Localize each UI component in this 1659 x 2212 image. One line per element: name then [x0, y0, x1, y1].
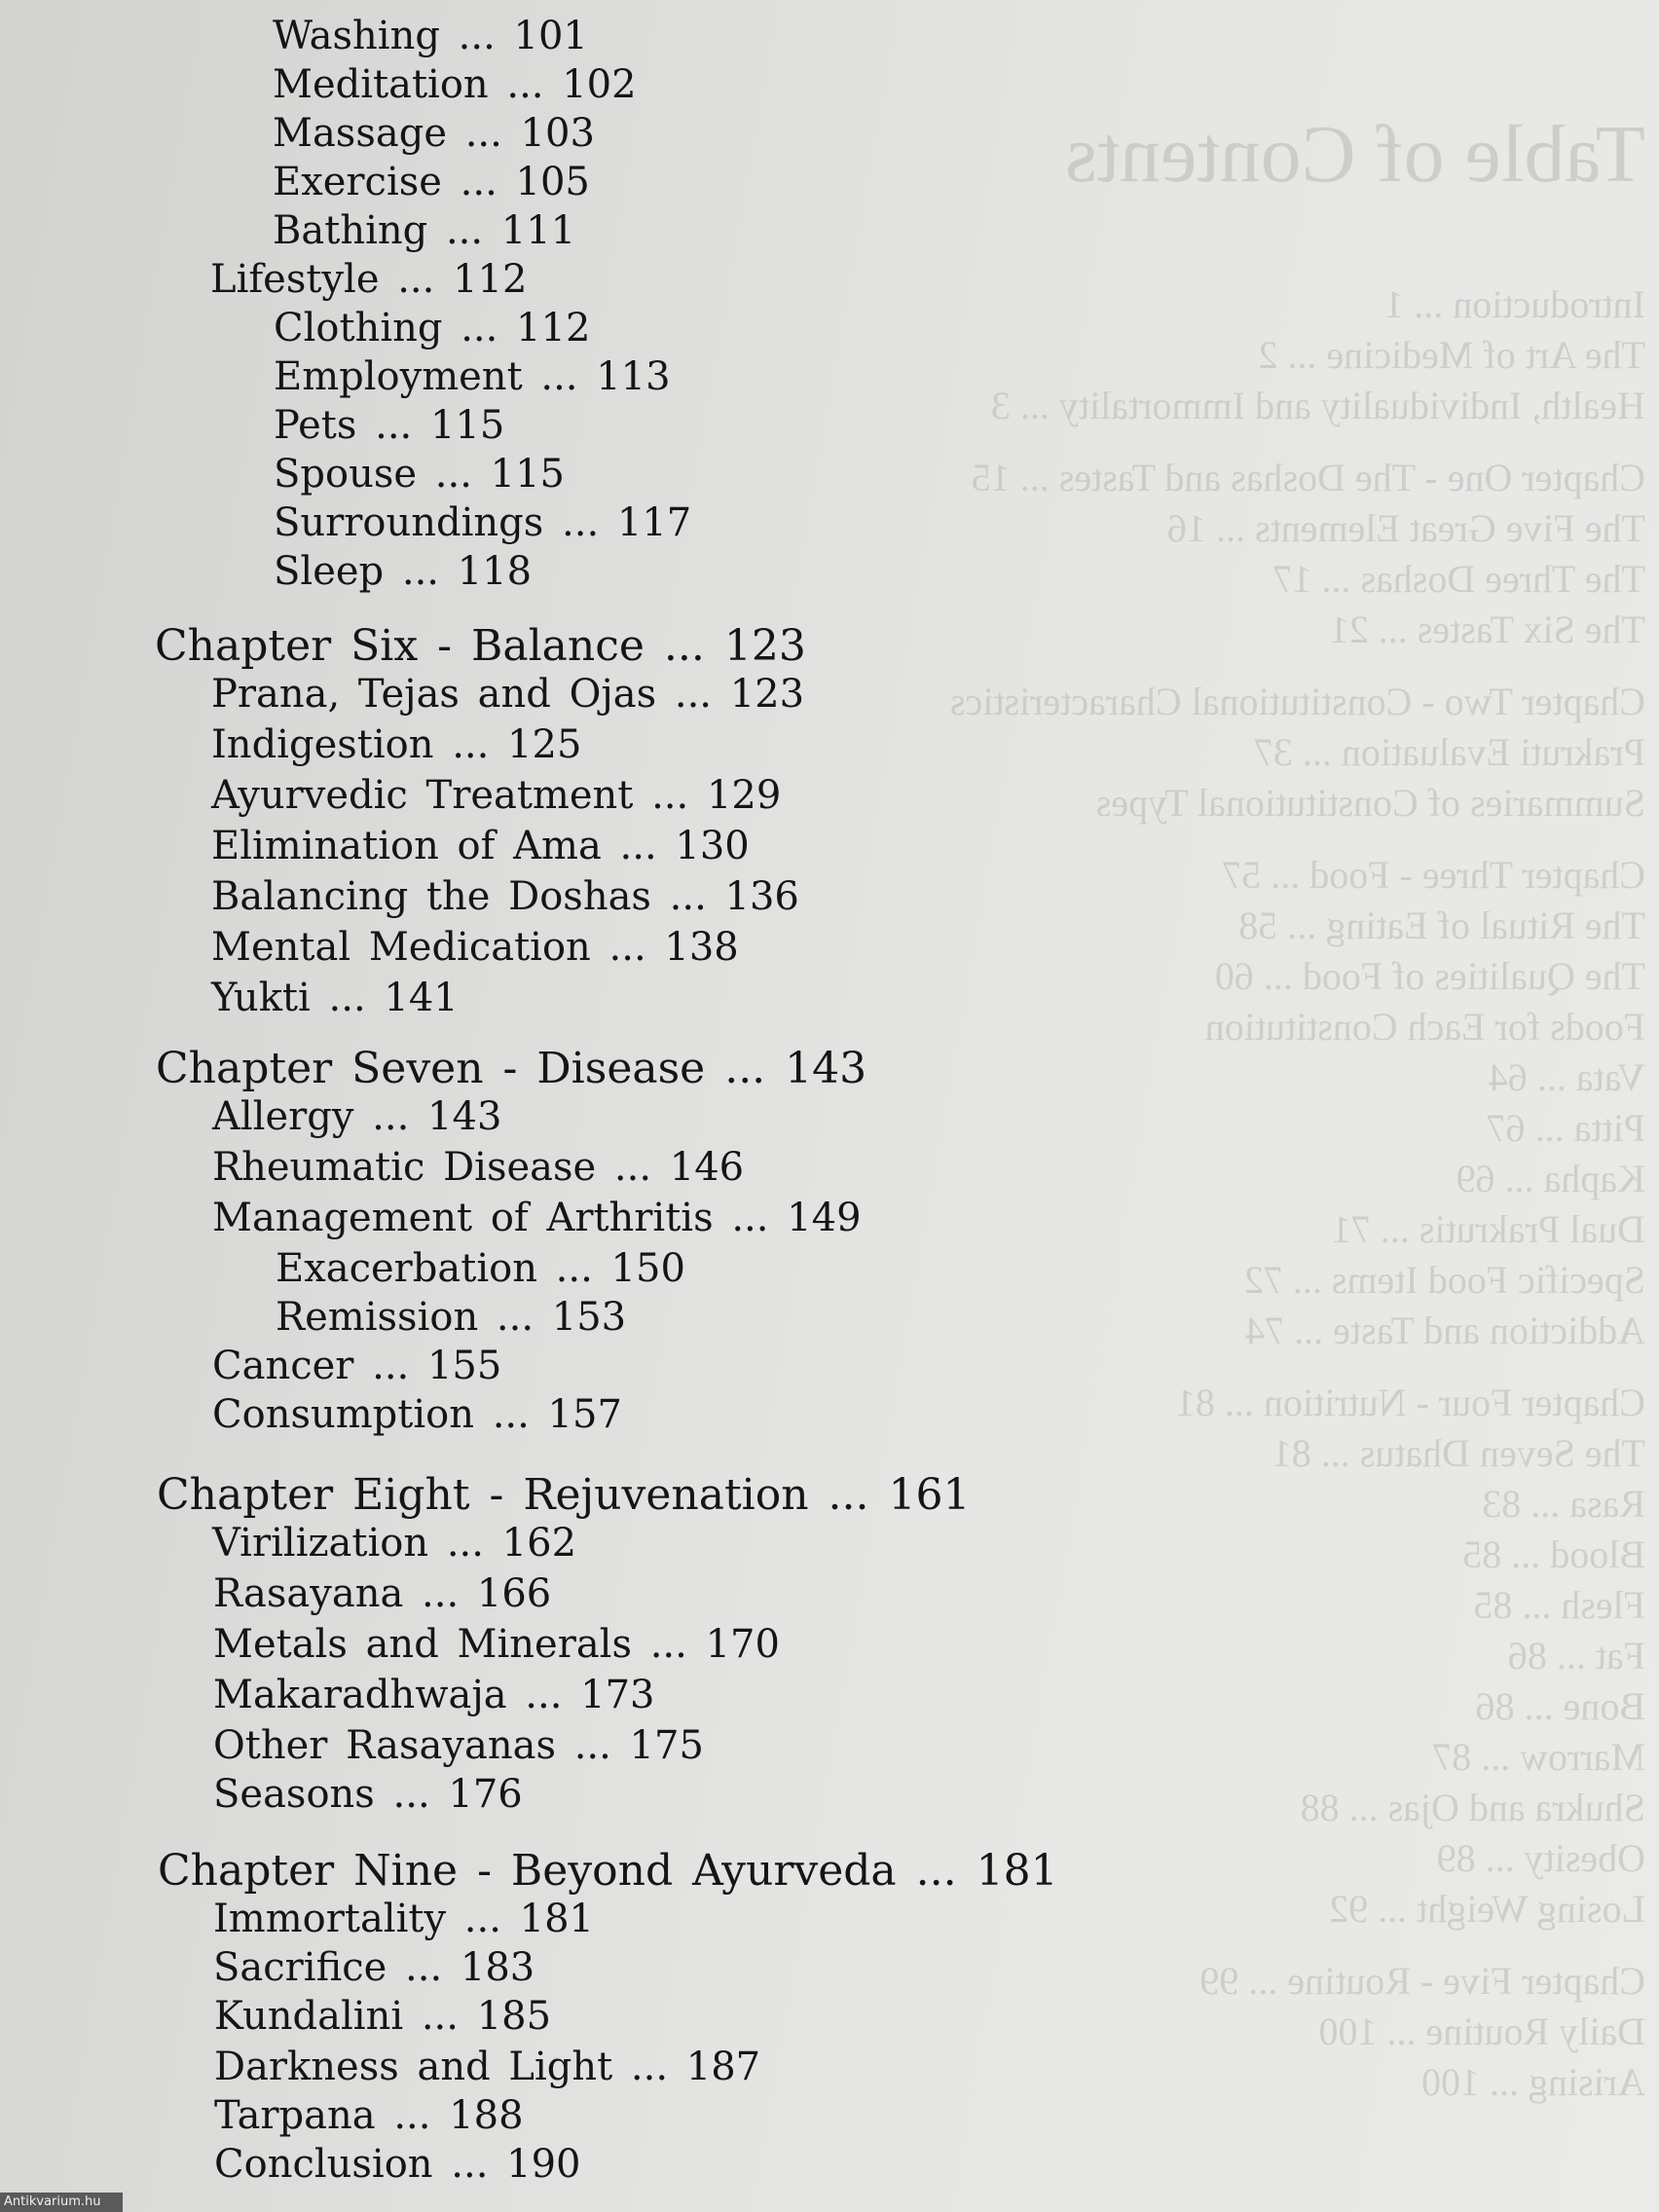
bleed-through-line: Introduction ... 1 — [1384, 282, 1645, 326]
bleed-through-line: Arising ... 100 — [1421, 2060, 1645, 2104]
toc-section-entry: Lifestyle ... 112 — [210, 257, 528, 302]
bleed-through-line: The Ritual of Eating ... 58 — [1238, 903, 1645, 947]
toc-subsection-entry: Washing ... 101 — [273, 14, 588, 58]
bleed-through-line: The Five Great Elements ... 16 — [1167, 506, 1645, 550]
toc-section-entry: Rheumatic Disease ... 146 — [212, 1145, 745, 1190]
bleed-through-line: Rasa ... 83 — [1482, 1482, 1645, 1526]
bleed-through-line: Shukra and Ojas ... 88 — [1300, 1786, 1645, 1829]
toc-section-entry: Immortality ... 181 — [213, 1897, 594, 1941]
bleed-through-line: The Qualities of Food ... 60 — [1214, 954, 1645, 998]
bleed-through-line: Blood ... 85 — [1462, 1532, 1645, 1576]
bleed-through-line: Summaries of Constitutional Types — [1095, 781, 1645, 825]
bleed-through-line: The Six Tastes ... 21 — [1329, 608, 1645, 651]
toc-chapter-heading: Chapter Seven - Disease ... 143 — [156, 1044, 867, 1093]
toc-section-entry: Kundalini ... 185 — [214, 1994, 552, 2039]
toc-section-entry: Consumption ... 157 — [212, 1392, 622, 1437]
toc-chapter-heading: Chapter Six - Balance ... 123 — [155, 621, 806, 671]
toc-section-entry: Cancer ... 155 — [212, 1344, 502, 1388]
toc-section-entry: Tarpana ... 188 — [214, 2093, 524, 2138]
bleed-through-line: Chapter Four - Nutrition ... 81 — [1175, 1381, 1645, 1424]
toc-subsection-entry: Spouse ... 115 — [274, 452, 565, 497]
toc-subsection-entry: Exercise ... 105 — [273, 160, 590, 204]
toc-subsection-entry: Bathing ... 111 — [273, 208, 576, 253]
toc-section-entry: Other Rasayanas ... 175 — [213, 1723, 704, 1768]
bleed-through-line: Health, Individuality and Immortality ... 3 — [990, 384, 1645, 427]
bleed-through-line: Chapter Five - Routine ... 99 — [1199, 1959, 1645, 2003]
bleed-through-line: The Three Doshas ... 17 — [1272, 557, 1645, 601]
toc-section-entry: Elimination of Ama ... 130 — [211, 824, 750, 868]
bleed-through-title: Table of Contents — [1065, 109, 1645, 200]
bleed-through-line: Chapter Three - Food ... 57 — [1222, 853, 1645, 897]
toc-subsection-entry: Clothing ... 112 — [274, 306, 591, 350]
bleed-through-line: Losing Weight ... 92 — [1329, 1887, 1645, 1931]
bleed-through-line: Vata ... 64 — [1488, 1055, 1645, 1099]
toc-section-entry: Yukti ... 141 — [211, 976, 459, 1020]
toc-section-entry: Rasayana ... 166 — [213, 1571, 552, 1616]
toc-section-entry: Darkness and Light ... 187 — [214, 2045, 761, 2089]
toc-subsection-entry: Meditation ... 102 — [273, 62, 637, 107]
bleed-through-line: Specific Food Items ... 72 — [1243, 1258, 1645, 1302]
toc-section-entry: Indigestion ... 125 — [211, 722, 582, 767]
bleed-through-line: Fat ... 86 — [1507, 1634, 1645, 1677]
toc-section-entry: Ayurvedic Treatment ... 129 — [211, 773, 782, 818]
bleed-through-line: Chapter One - The Doshas and Tastes ... 15 — [971, 456, 1645, 499]
toc-section-entry: Balancing the Doshas ... 136 — [211, 874, 799, 919]
bleed-through-line: Daily Routine ... 100 — [1318, 2009, 1645, 2053]
toc-section-entry: Allergy ... 143 — [212, 1094, 502, 1139]
bleed-through-line: The Art of Medicine ... 2 — [1258, 333, 1645, 377]
bleed-through-line: Addiction and Taste ... 74 — [1245, 1309, 1645, 1352]
toc-section-entry: Seasons ... 176 — [213, 1772, 523, 1817]
toc-subsection-entry: Massage ... 103 — [273, 111, 595, 156]
toc-chapter-heading: Chapter Nine - Beyond Ayurveda ... 181 — [158, 1846, 1058, 1896]
toc-subsection-entry: Remission ... 153 — [276, 1295, 627, 1340]
toc-section-entry: Conclusion ... 190 — [214, 2142, 581, 2187]
bleed-through-line: Prakruti Evaluation ... 37 — [1253, 730, 1645, 774]
toc-subsection-entry: Surroundings ... 117 — [274, 500, 692, 545]
watermark: Antikvarium.hu — [0, 2193, 123, 2212]
bleed-through-line: Marrow ... 87 — [1432, 1735, 1645, 1779]
toc-section-entry: Virilization ... 162 — [212, 1521, 577, 1566]
bleed-through-line: Foods for Each Constitution — [1204, 1005, 1645, 1049]
toc-subsection-entry: Exacerbation ... 150 — [276, 1246, 685, 1291]
toc-chapter-heading: Chapter Eight - Rejuvenation ... 161 — [157, 1470, 971, 1520]
toc-section-entry: Prana, Tejas and Ojas ... 123 — [211, 672, 805, 717]
bleed-through-line: Pitta ... 67 — [1486, 1106, 1645, 1150]
toc-subsection-entry: Employment ... 113 — [274, 354, 671, 399]
bleed-through-line: Bone ... 86 — [1475, 1684, 1645, 1728]
bleed-through-line: Flesh ... 85 — [1473, 1583, 1645, 1627]
toc-subsection-entry: Pets ... 115 — [274, 403, 505, 448]
facing-page-bleed-through — [949, 107, 1645, 2108]
bleed-through-line: Kapha ... 69 — [1456, 1157, 1645, 1200]
bleed-through-line: The Seven Dhatus ... 81 — [1272, 1431, 1645, 1475]
toc-section-entry: Management of Arthritis ... 149 — [212, 1196, 862, 1240]
bleed-through-line: Obesity ... 89 — [1436, 1836, 1645, 1880]
toc-section-entry: Makaradhwaja ... 173 — [213, 1673, 655, 1717]
bleed-through-lines — [949, 279, 1645, 2108]
toc-section-entry: Sacrifice ... 183 — [213, 1945, 535, 1990]
toc-section-entry: Mental Medication ... 138 — [211, 925, 739, 970]
toc-subsection-entry: Sleep ... 118 — [274, 549, 533, 594]
toc-section-entry: Metals and Minerals ... 170 — [213, 1622, 780, 1667]
bleed-through-line: Chapter Two - Constitutional Characteristics — [949, 680, 1645, 723]
bleed-through-line: Dual Prakrutis ... 71 — [1331, 1207, 1645, 1251]
